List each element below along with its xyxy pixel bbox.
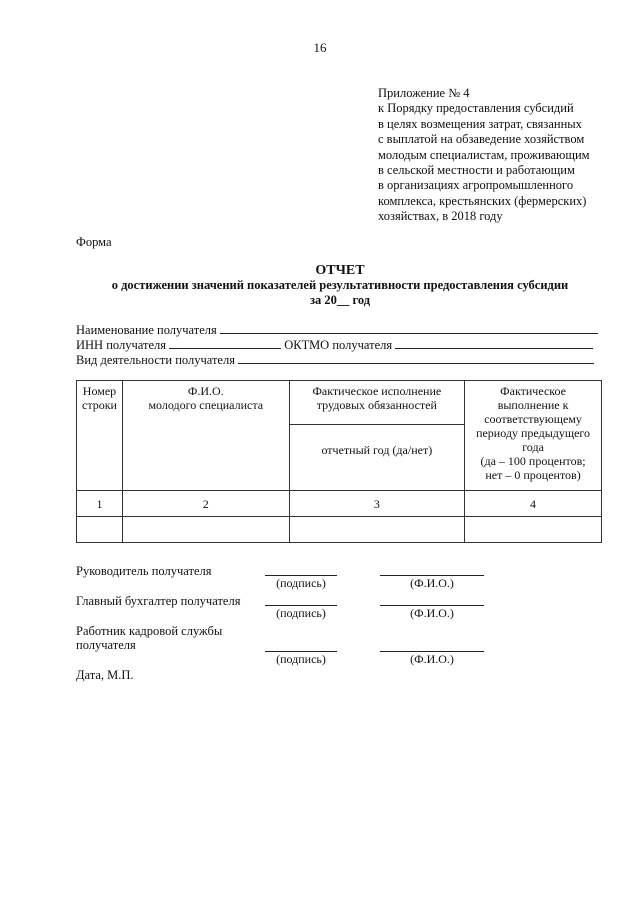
title-line-2: о достижении значений показателей результативности предоставления субсидии (111, 278, 569, 292)
appendix-line: в целях возмещения затрат, связанных (378, 116, 582, 131)
inn-oktmo-row (76, 337, 593, 353)
appendix-line: молодым специалистам, проживающим (378, 147, 590, 162)
head-signature-caption: (подпись) (276, 576, 326, 590)
accountant-signature-caption: (подпись) (276, 606, 326, 620)
table-header-row (77, 381, 602, 425)
header-row-number: Номер строки (77, 381, 123, 491)
report-table (76, 380, 602, 543)
header-actual-performance: Фактическое исполнение трудовых обязанностей (289, 381, 465, 425)
inn-label: ИНН получателя (76, 338, 166, 352)
table-cell[interactable] (465, 517, 602, 543)
table-cell[interactable] (77, 517, 123, 543)
hr-label (76, 624, 222, 652)
title-line-3: за 20__ год (309, 293, 371, 307)
recipient-name-row (76, 322, 598, 338)
activity-label: Вид деятельности получателя (76, 353, 235, 367)
hr-signature-caption: (подпись) (276, 652, 326, 666)
column-number-4: 4 (465, 491, 602, 517)
appendix-line: в организациях агропромышленного (378, 178, 574, 193)
page-number: 16 (313, 40, 327, 55)
inn-field[interactable] (169, 337, 281, 349)
appendix-line: с выплатой на обзаведение хозяйством (378, 132, 585, 147)
appendix-line: к Порядку предоставления субсидий (378, 101, 574, 116)
report-title (76, 263, 604, 308)
head-label: Руководитель получателя (76, 564, 212, 578)
date-stamp-label: Дата, М.П. (76, 668, 134, 682)
appendix-note (378, 86, 590, 225)
recipient-name-label: Наименование получателя (76, 323, 217, 337)
hr-label-line-1: Работник кадровой службы (76, 624, 223, 638)
table-row (77, 517, 602, 543)
header-previous-period: Фактическое выполнение к соответствующему периоду предыдущего года (да – 100 процентов; нет – 0 процентов) (465, 381, 602, 491)
table-cell[interactable] (122, 517, 289, 543)
activity-field[interactable] (238, 352, 594, 364)
table-cell[interactable] (289, 517, 465, 543)
oktmo-label: ОКТМО получателя (284, 338, 393, 352)
appendix-line: Приложение № 4 (378, 86, 470, 100)
hr-name-caption: (Ф.И.О.) (410, 652, 454, 666)
hr-label-line-2: получателя (76, 638, 136, 652)
appendix-line: в сельской местности и работающим (378, 163, 575, 178)
oktmo-field[interactable] (395, 337, 593, 349)
appendix-line: комплекса, крестьянских (фермерских) (378, 193, 587, 208)
form-label: Форма (76, 235, 112, 249)
column-number-2: 2 (122, 491, 289, 517)
title-line-1: ОТЧЕТ (315, 263, 365, 278)
accountant-label: Главный бухгалтер получателя (76, 594, 241, 608)
header-report-year: отчетный год (да/нет) (289, 425, 465, 491)
head-name-caption: (Ф.И.О.) (410, 576, 454, 590)
recipient-name-field[interactable] (220, 322, 598, 334)
header-fio: Ф.И.О. молодого специалиста (122, 381, 289, 491)
column-number-1: 1 (77, 491, 123, 517)
column-number-3: 3 (289, 491, 465, 517)
appendix-line: хозяйствах, в 2018 году (378, 209, 503, 224)
activity-row (76, 352, 594, 368)
accountant-name-caption: (Ф.И.О.) (410, 606, 454, 620)
table-number-row (77, 491, 602, 517)
